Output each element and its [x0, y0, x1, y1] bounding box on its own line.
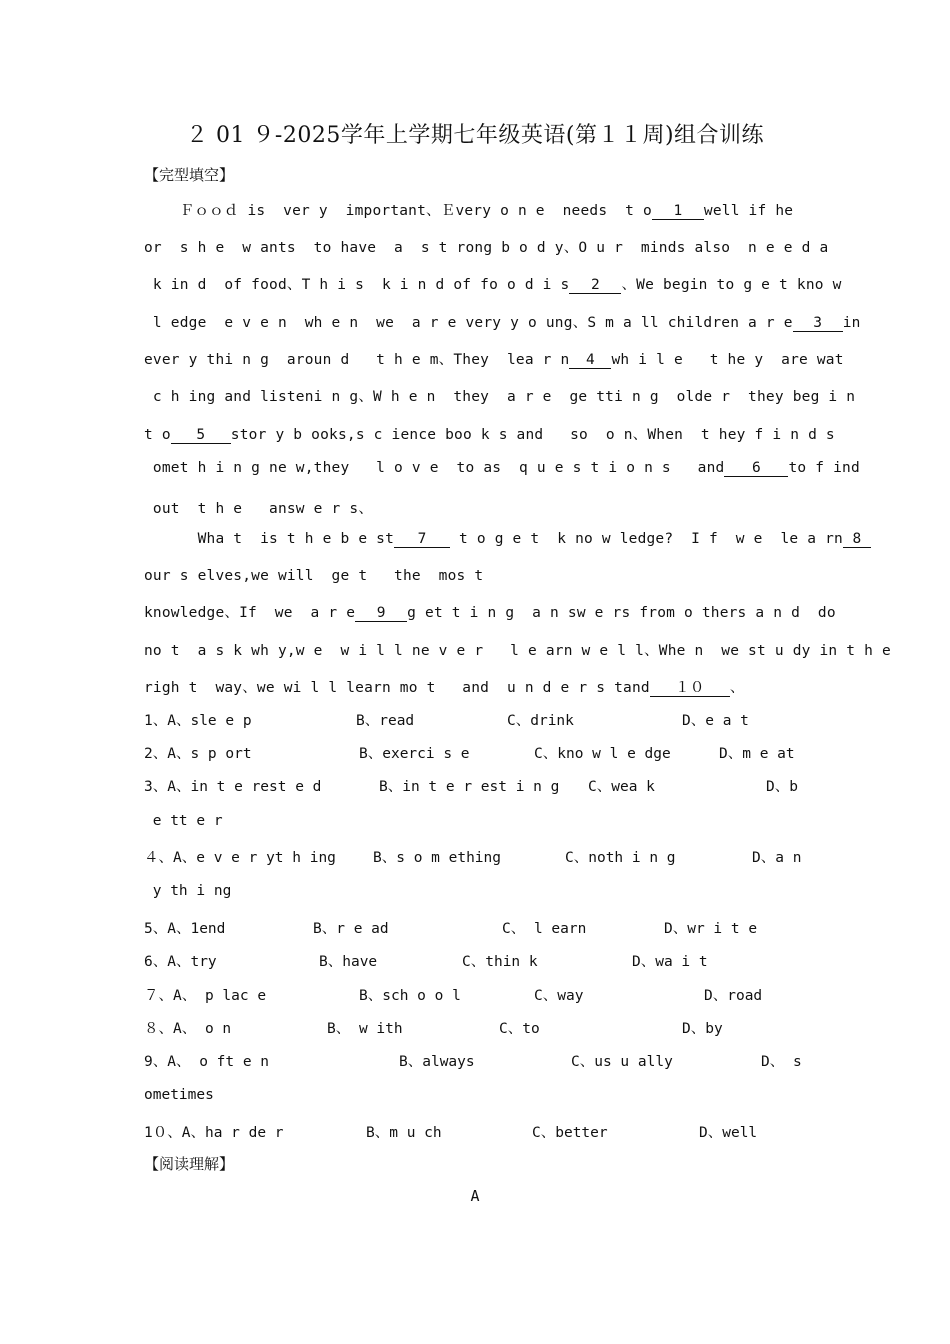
passage-text: t o g e t k no w ledge? I f w e le a rn — [450, 531, 843, 547]
option-c: C、 l earn — [502, 921, 587, 937]
question-row — [144, 775, 808, 797]
option-c: C、wea k — [588, 779, 655, 795]
option-d: D、e a t — [682, 713, 749, 729]
reading-part-label: A — [470, 1187, 480, 1205]
blank-2: 2 — [569, 278, 621, 294]
passage-line-9: out t h e answ e r s、 — [144, 501, 374, 517]
passage-line-1 — [144, 199, 808, 220]
blank-5: 5 — [171, 428, 231, 444]
option-d: D、well — [699, 1125, 758, 1141]
option-d: D、a n — [752, 850, 802, 866]
passage-line-3 — [144, 273, 842, 294]
option-continuation: e tt e r — [144, 813, 223, 829]
option-b: B、r e ad — [313, 921, 389, 937]
passage-line-7 — [144, 423, 835, 444]
option-a: 6、A、try — [144, 954, 217, 970]
option-b: B、exerci s e — [359, 746, 470, 762]
question-continuation — [144, 1087, 808, 1109]
option-b: B、always — [399, 1054, 475, 1070]
question-row — [144, 1017, 808, 1039]
passage-text: in — [842, 315, 861, 331]
passage-text: Wha t is t h e b e st — [144, 531, 395, 547]
question-row — [144, 709, 808, 731]
option-b: B、m u ch — [366, 1125, 442, 1141]
reading-section-heading: 【阅读理解】 — [144, 1155, 235, 1173]
passage-line-12 — [144, 601, 836, 622]
question-row — [144, 742, 808, 764]
option-c: C、better — [532, 1125, 608, 1141]
option-a: ４、A、e v e r yt h ing — [144, 850, 336, 866]
passage-text: ever y thi n g aroun d t h e m、They lea r n — [144, 352, 570, 368]
blank-8: 8 — [843, 532, 871, 548]
option-d: D、wa i t — [632, 954, 708, 970]
option-d: D、by — [682, 1021, 723, 1037]
passage-text: 、We begin to g e t kno w — [621, 277, 842, 293]
option-d: D、 s — [761, 1054, 802, 1070]
option-c: C、drink — [507, 713, 574, 729]
passage-text: to f ind — [788, 460, 860, 476]
option-b: B、have — [319, 954, 378, 970]
cloze-section-heading: 【完型填空】 — [144, 166, 235, 184]
option-a: ８、A、 o n — [144, 1021, 232, 1037]
question-row — [144, 846, 808, 868]
option-b: B、s o m ething — [373, 850, 501, 866]
option-continuation: y th i ng — [144, 883, 232, 899]
blank-4: 4 — [569, 353, 611, 369]
blank-6: 6 — [724, 461, 788, 477]
passage-text: omet h i n g ne w,they l o v e to as q u e s t i o n s and — [144, 460, 725, 476]
passage-text: l edge e v e n wh e n we a r e very y o ung、S m a ll children a r e — [144, 315, 793, 331]
option-c: C、to — [499, 1021, 540, 1037]
passage-text: well if he — [703, 203, 794, 219]
passage-line-2: or s h e w ants to have a s t rong b o d y、O u r minds also n e e d a — [144, 240, 829, 256]
passage-text: Ｆｏｏｄ is ver y important、Ｅvery o n e needs t o — [144, 203, 652, 219]
question-row — [144, 1121, 808, 1143]
passage-text: righ t way、we wi l l learn mo t and u n d e r s tand — [144, 680, 650, 696]
option-b: B、in t e r est i n g — [379, 779, 560, 795]
passage-line-4 — [144, 311, 861, 332]
option-d: D、road — [704, 988, 763, 1004]
option-a: 9、A、 o ft e n — [144, 1054, 270, 1070]
option-a: 1０、A、ha r de r — [144, 1125, 284, 1141]
passage-text: k in d of food、T h i s k i n d of fo o d i s — [144, 277, 570, 293]
passage-text: wh i l e t he y are wat — [611, 352, 844, 368]
question-row — [144, 1050, 808, 1072]
passage-line-8 — [144, 460, 860, 477]
option-c: C、kno w l e dge — [534, 746, 671, 762]
option-b: B、sch o o l — [359, 988, 461, 1004]
option-c: C、noth i n g — [565, 850, 676, 866]
option-c: C、thin k — [462, 954, 538, 970]
option-b: B、read — [356, 713, 415, 729]
option-c: C、way — [534, 988, 584, 1004]
question-continuation — [144, 813, 808, 835]
passage-line-6: c h ing and listeni n g、W h e n they a r e ge tti n g olde r they beg i n — [144, 389, 856, 405]
passage-text: g et t i n g a n sw e rs from o thers a n d do — [407, 605, 836, 621]
option-continuation: ometimes — [144, 1087, 214, 1103]
blank-7: 7 — [394, 532, 450, 548]
question-row — [144, 917, 808, 939]
question-row — [144, 984, 808, 1006]
question-continuation — [144, 883, 808, 905]
option-d: D、wr i t e — [664, 921, 758, 937]
option-c: C、us u ally — [571, 1054, 673, 1070]
option-a: 3、A、in t e rest e d — [144, 779, 322, 795]
blank-10: １０ — [650, 681, 730, 697]
passage-text: stor y b ooks,s c ience boo k s and so o n、When t hey f i n d s — [230, 427, 835, 443]
option-a: 2、A、s p ort — [144, 746, 252, 762]
option-d: D、b — [766, 779, 798, 795]
passage-line-5 — [144, 348, 844, 369]
option-a: ７、A、 p lac e — [144, 988, 267, 1004]
option-d: D、m e at — [719, 746, 795, 762]
page-title: ２ 01 ９-2025学年上学期七年级英语(第１１周)组合训练 — [185, 123, 765, 148]
question-row — [144, 950, 808, 972]
passage-text: knowledge、If we a r e — [144, 605, 356, 621]
passage-line-11: our s elves,we will ge t the mos t — [144, 568, 484, 584]
blank-3: 3 — [793, 316, 843, 332]
passage-line-14 — [144, 676, 808, 697]
passage-line-10 — [144, 531, 862, 548]
passage-line-13: no t a s k wh y,w e w i l l ne v e r l e arn w e l l、Whe n we st u dy in t h e — [144, 643, 891, 659]
passage-text: t o — [144, 427, 171, 443]
option-a: 5、A、1end — [144, 921, 226, 937]
passage-text: 、 — [729, 680, 745, 696]
option-a: 1、A、sle e p — [144, 713, 252, 729]
blank-9: 9 — [355, 606, 407, 622]
blank-1: 1 — [652, 204, 704, 220]
option-b: B、 w ith — [327, 1021, 403, 1037]
